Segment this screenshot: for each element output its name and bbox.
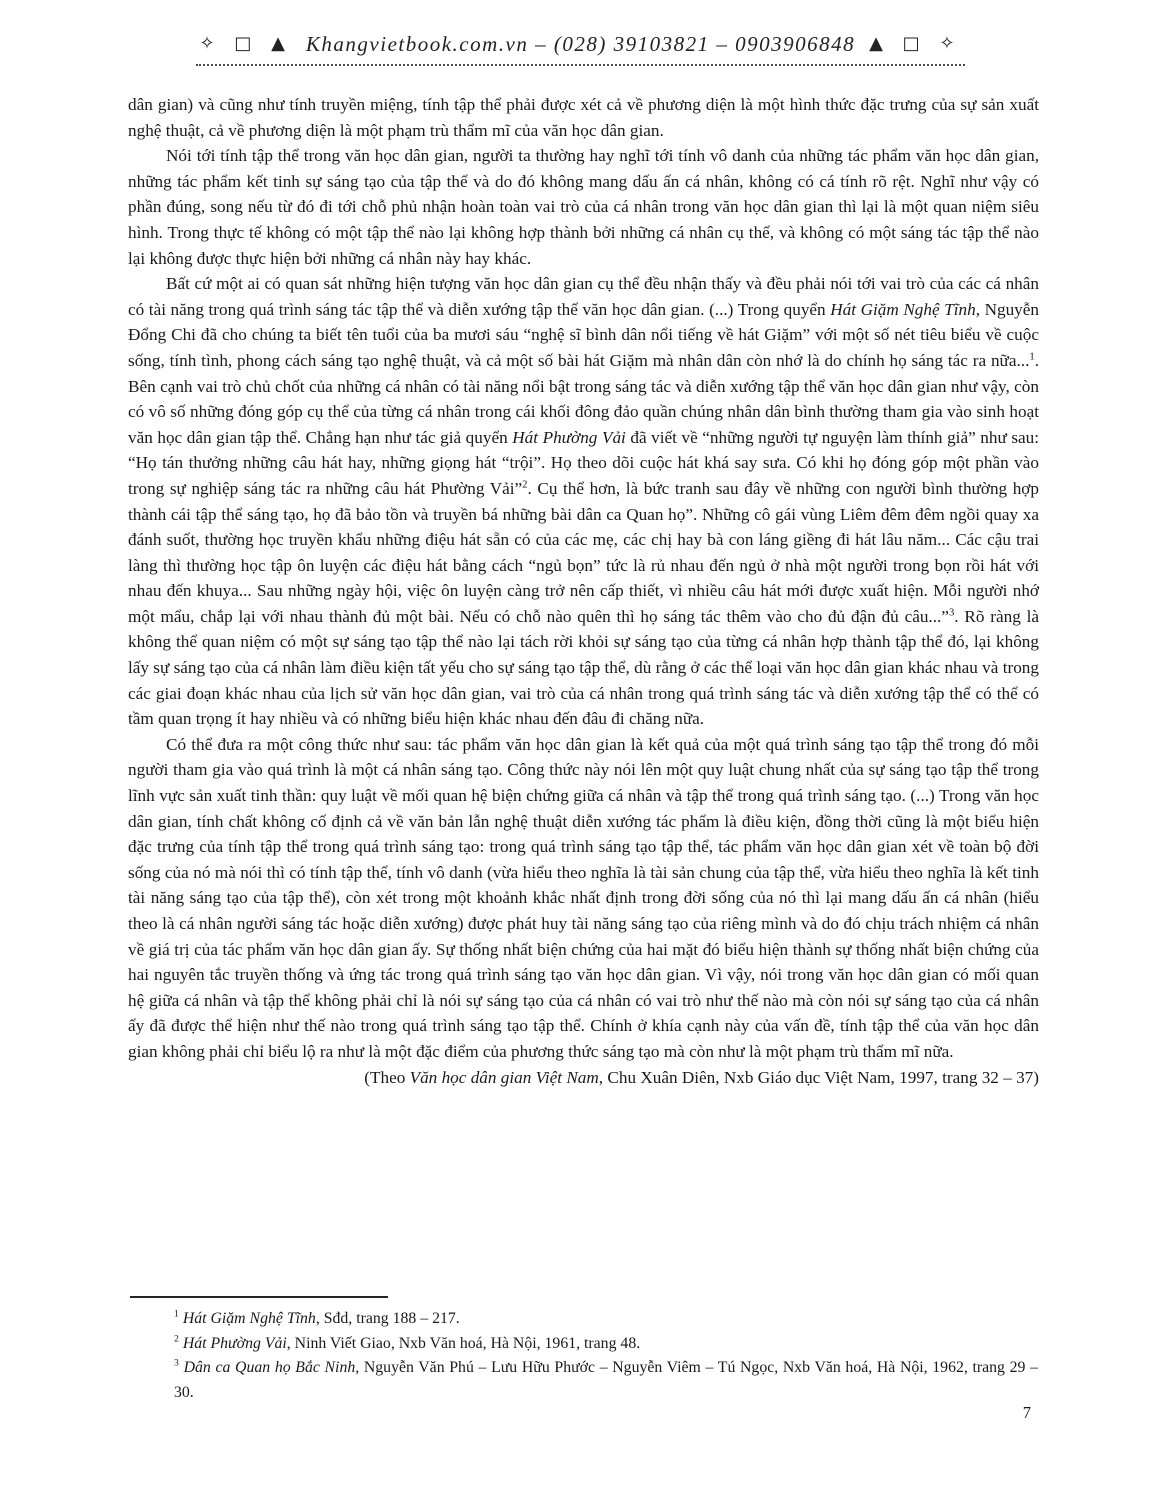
footnote-marker: 3 xyxy=(948,607,955,619)
italic-title: Hát Phường Vải xyxy=(512,427,626,447)
text-run: , Chu Xuân Diên, Nxb Giáo dục Việt Nam, 1997, trang 32 – 37) xyxy=(598,1067,1039,1087)
italic-title: Dân ca Quan họ Bắc Ninh xyxy=(183,1359,356,1377)
paragraph-continuation xyxy=(128,92,1039,143)
header-band xyxy=(196,32,966,66)
text-run: . Bên cạnh vai trò chủ chốt của những cá nhân có tài năng nổi bật trong sáng tác và diễn xướng tập thể văn học dân gian như vậy, còn có vô số những đóng góp cụ thể của từng cá nhân trong cái khối đông đảo quần chúng nhân dân bình thường tham gia vào sinh hoạt văn học dân gian tập thể. Chẳng hạn như tác giả quyển xyxy=(128,350,1039,447)
footnote-marker: 2 xyxy=(174,1333,179,1345)
footnote-marker: 3 xyxy=(174,1357,179,1369)
footnote-separator xyxy=(130,1296,388,1298)
page-header xyxy=(0,32,1161,66)
text-run: Bất cứ một ai có quan sát những hiện tượng văn học dân gian cụ thể đều nhận thấy và đều phải nói tới vai trò của các cá nhân có tài năng trong quá trình sáng tác tập thể và diễn xướng tập thể văn học dân gian. (...) Trong quyển xyxy=(128,274,1039,319)
text-run: , Nguyễn Văn Phú – Lưu Hữu Phước – Nguyễn Viêm – Tú Ngọc, Nxb Văn hoá, Hà Nội, 1962, trang 29 – 30. xyxy=(174,1359,1038,1401)
attribution-line xyxy=(128,1065,1039,1091)
footnote xyxy=(174,1307,1038,1332)
header-ornament-right-icon: ▲ □ ✧ xyxy=(869,33,962,54)
footnote-marker: 2 xyxy=(522,479,528,491)
italic-title: Hát Giặm Nghệ Tĩnh xyxy=(182,1310,316,1327)
header-website-contact: Khangvietbook.com.vn – (028) 39103821 – 0903906848 xyxy=(305,32,856,56)
header-ornament-left-icon: ✧ □ ▲ xyxy=(199,33,292,54)
text-run: dân gian) và cũng như tính truyền miệng, tính tập thể phải được xét cả về phương diện là một hình thức đặc trưng của sự sản xuất nghệ thuật, cả về phương diện là một phạm trù thẩm mĩ của văn học dân gian. xyxy=(128,95,1039,140)
text-run: , Ninh Viết Giao, Nxb Văn hoá, Hà Nội, 1961, trang 48. xyxy=(286,1334,641,1352)
footnote-marker: 1 xyxy=(174,1308,179,1320)
italic-title: Hát Phường Vải xyxy=(182,1334,287,1352)
text-run: . Rõ ràng là không thể quan niệm có một sự sáng tạo tập thể nào lại tách rời khỏi sự sáng tạo của từng cá nhân hợp thành tập thể đó, lại không lấy sự sáng tạo của cá nhân làm điều kiện tất yếu cho sự sáng tạo tập thể, dù rằng ở các thể loại văn học dân gian khác nhau và trong các giai đoạn khác nhau của lịch sử văn học dân gian, vai trò của cá nhân trong quá trình sáng tác và diễn xướng tập thể có thể có tầm quan trọng ít hay nhiều và có những biểu hiện khác nhau đến đâu đi chăng nữa. xyxy=(128,606,1039,729)
italic-title: Hát Giặm Nghệ Tĩnh xyxy=(830,299,976,319)
paragraph xyxy=(128,271,1039,732)
footnote xyxy=(174,1332,1038,1357)
paragraph xyxy=(128,732,1039,1065)
text-run: . Cụ thể hơn, là bức tranh sau đây về những con người bình thường hợp thành cái tập thể sáng tạo, họ đã bảo tồn và truyền bá những bài dân ca Quan họ”. Những cô gái vùng Liêm đêm đêm ngồi quay xa đánh suốt, thường học truyền khẩu những điệu hát sẵn có của các mẹ, các chị hay bà con láng giềng đi hát lâu năm... Các cậu trai làng thì thường học tập ôn luyện các điệu hát bằng cách “ngủ bọn” tức là rủ nhau đến ngủ ở nhà một người trong bọn rồi hát với nhau đến khuya... Sau những ngày hội, việc ôn luyện càng trở nên cấp thiết, vì nhiều câu hát mới được xuất hiện. Mỗi người nhớ một mẩu, chắp lại với nhau thành đủ một bài. Nếu có chỗ nào quên thì họ sáng tác thêm vào cho đủ đận đủ câu...” xyxy=(128,478,1039,626)
text-run: , Nguyễn Đổng Chi đã cho chúng ta biết tên tuổi của ba mươi sáu “nghệ sĩ bình dân nổi tiếng về hát Giặm” với một số nét tiêu biểu về cuộc sống, tính tình, phong cách sáng tạo nghệ thuật, và cả một số bài hát Giặm mà nhân dân còn nhớ là do chính họ sáng tác ra nữa... xyxy=(128,299,1040,370)
italic-title: Văn học dân gian Việt Nam xyxy=(409,1067,599,1087)
body-text xyxy=(128,92,1039,1090)
footnotes-section xyxy=(130,1296,1038,1405)
footnote-marker: 1 xyxy=(1029,351,1035,363)
text-run: đã viết về “những người tự nguyện làm thính giả” như sau: “Họ tán thưởng những câu hát hay, những giọng hát “trội”. Họ theo dõi cuộc hát khá say sưa. Có khi họ đóng góp một phần vào trong sự nghiệp sáng tác ra những câu hát Phường Vải” xyxy=(128,427,1040,498)
text-run: Có thể đưa ra một công thức như sau: tác phẩm văn học dân gian là kết quả của một quá trình sáng tạo tập thể trong đó mỗi người tham gia vào quá trình là một cá nhân sáng tạo. Công thức này nói lên một quy luật chung nhất của sự sáng tạo tập thể trong lĩnh vực sản xuất tinh thần: quy luật về mối quan hệ biện chứng giữa cá nhân và tập thể trong quá trình sáng tạo. (...) Trong văn học dân gian, tính chất không cố định cả về văn bản lẫn nghệ thuật diễn xướng tác phẩm là điều kiện, đồng thời cũng là một biểu hiện đặc trưng của tính tập thể trong quá trình sáng tạo: trong quá trình sáng tạo tập thể, tác phẩm văn học dân gian xét về toàn bộ đời sống của nó mà nói thì có tính tập thể, tính vô danh (vừa hiểu theo nghĩa là tài sản chung của tập thể, vừa hiểu theo nghĩa là kết tinh tài năng sáng tạo của tập thể), còn xét trong một khoảnh khắc nhất định trong đời sống của nó thì lại mang dấu ấn cá nhân (hiểu theo là cá nhân người sáng tác hoặc diễn xướng) được phát huy tài năng sáng tạo của riêng mình và do đó chịu trách nhiệm cá nhân về giá trị của tác phẩm văn học dân gian ấy. Sự thống nhất biện chứng của hai mặt đó biểu hiện thành sự thống nhất biện chứng của hai nguyên tắc truyền thống và ứng tác trong quá trình sáng tạo văn học dân gian. Vì vậy, nói trong văn học dân gian có mối quan hệ giữa cá nhân và tập thể không phải chỉ là nói sự sáng tạo của cá nhân có vai trò như thế nào mà còn nói sự sáng tạo của cá nhân ấy đã được thể hiện như thế nào trong quá trình sáng tạo tập thể. Chính ở khía cạnh này của vấn đề, tính tập thể của văn học dân gian không phải chỉ biểu lộ ra như là một đặc điểm của phương thức sáng tạo mà còn như là một phạm trù thẩm mĩ nữa. xyxy=(128,734,1039,1061)
text-run: Nói tới tính tập thể trong văn học dân gian, người ta thường hay nghĩ tới tính vô danh của những tác phẩm văn học dân gian, những tác phẩm kết tinh sự sáng tạo của tập thể và do đó không mang dấu ấn cá nhân, không có cá tính rõ rệt. Nghĩ như vậy có phần đúng, song nếu từ đó đi tới chỗ phủ nhận hoàn toàn vai trò của cá nhân trong văn học dân gian thì lại là một quan niệm siêu hình. Trong thực tế không có một tập thể nào lại không hợp thành bởi những cá nhân cụ thể, và không có một sáng tác tập thể nào lại không được thực hiện bởi những cá nhân này hay khác. xyxy=(128,146,1039,268)
page-number: 7 xyxy=(1022,1403,1031,1422)
paragraph xyxy=(128,143,1039,271)
footnote-list xyxy=(130,1307,1038,1405)
text-run: , Sđd, trang 188 – 217. xyxy=(315,1310,460,1327)
footnote xyxy=(174,1356,1038,1405)
text-run: (Theo xyxy=(364,1067,410,1087)
